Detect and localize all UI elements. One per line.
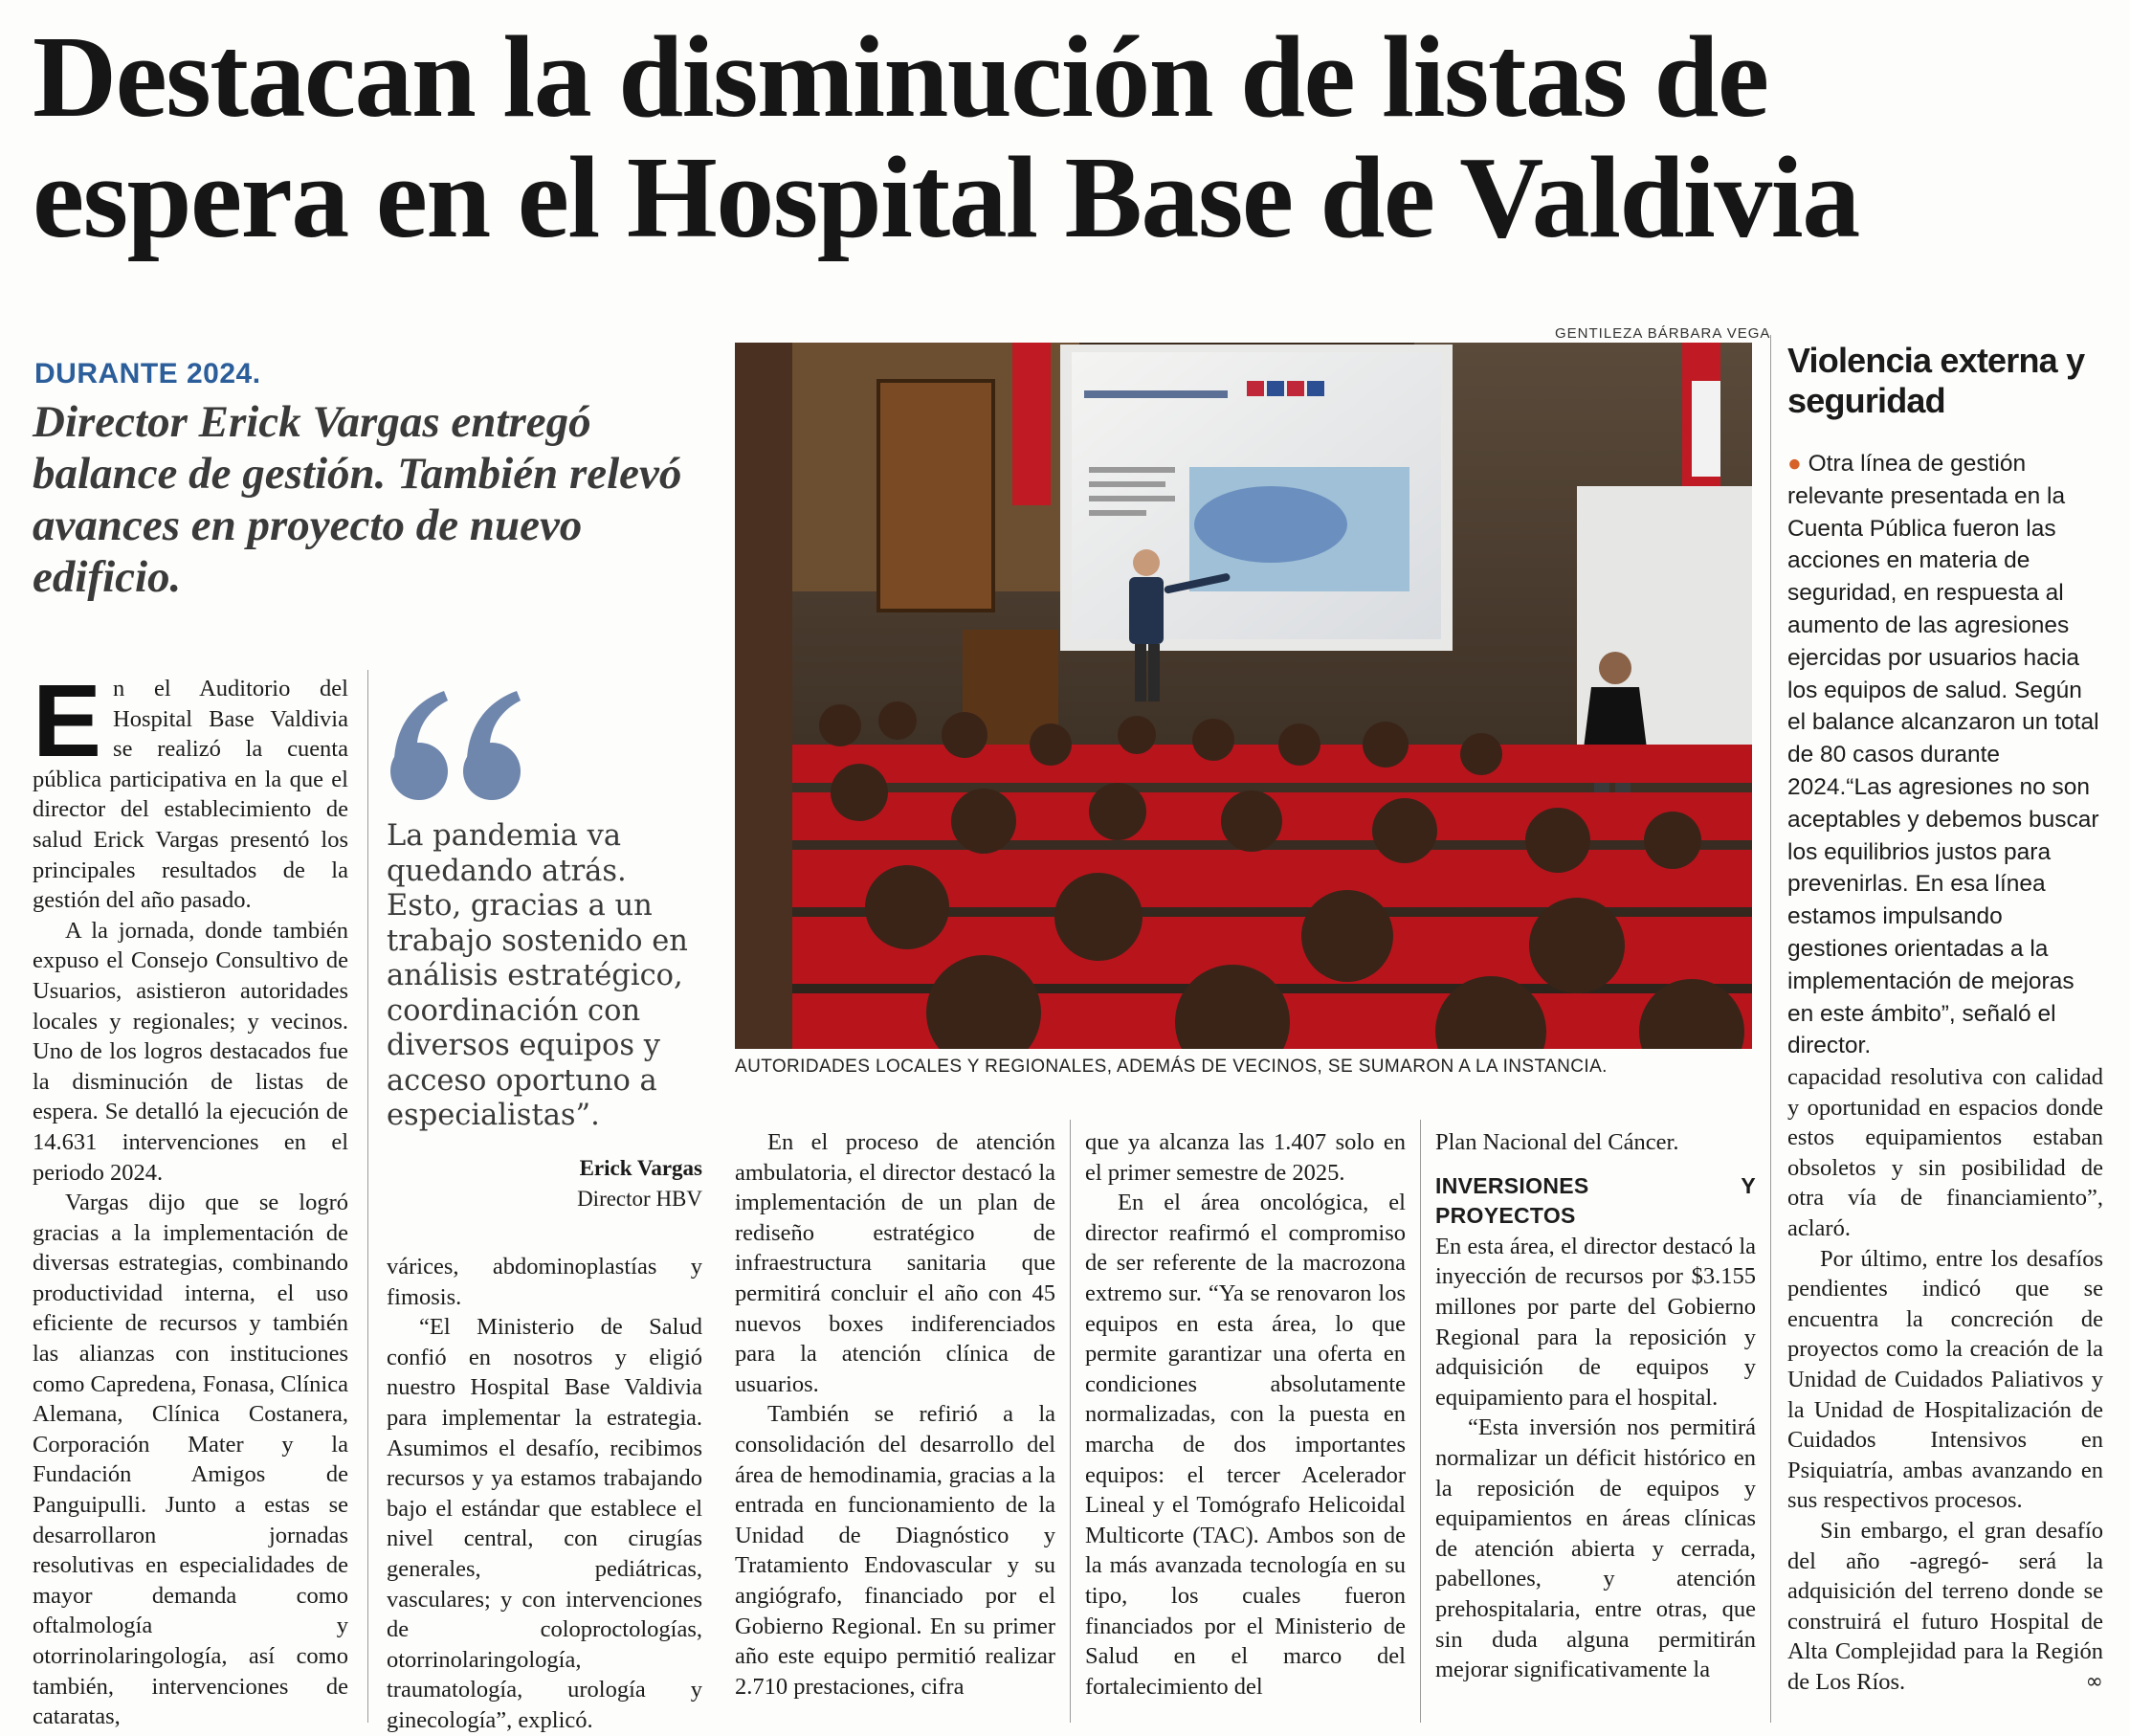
pull-quote: La pandemia va quedando atrás. Esto, gracias a un trabajo sostenido en análisis estratégico, coordinación con diversos equipos y acceso oportuno a especialistas”.: [387, 819, 688, 1132]
column-rule: [1420, 1120, 1421, 1723]
col3-paragraph-2: También se refirió a la consolidación del desarrollo del área de hemodinamia, gracias a la entrada en funcionamiento de la Unidad de Diagnóstico y Tratamiento Endovascular y su angiógrafo, financiado por el Gobierno Regional. En su primer año este equipo permitió realizar 2.710 prestaciones, cifra: [735, 1401, 1055, 1700]
sidebar-title: Violencia externa y seguridad: [1787, 341, 2085, 420]
col6-paragraph-2: Por último, entre los desafíos pendientes indicó que se encuentra la concreción de proyectos como la creación de la Unidad de Cuidados Paliativos y la Unidad de Hospitalización de Cuidados Intensivos en Psiquiatría, ambas avanzando en sus respectivos procesos.: [1787, 1245, 2103, 1514]
headline-line-1: Destacan la disminución de listas de: [33, 12, 1768, 142]
headline: [33, 12, 2090, 262]
column-rule: [367, 670, 368, 1723]
column-3: [735, 1127, 1055, 1702]
col1-paragraph-3: Vargas dijo que se logró gracias a la implementación de diversas estrategias, combinando productividad interna, el uso eficiente de recursos y también las alianzas con instituciones como Capredena, Fonasa, Clínica Alemana, Clínica Costanera, Corporación Mater y la Fundación Amigos de Panguipulli. Junto a estas se desarrollaron jornadas resolutivas en especialidades de mayor demanda como oftalmología y otorrinolaringología, así como también, intervenciones de cataratas,: [33, 1190, 348, 1730]
col2-paragraph-1: várices, abdominoplastías y fimosis.: [387, 1254, 702, 1310]
deck: Director Erick Vargas entregó balance de gestión. También relevó avances en proyecto de nuevo edificio.: [33, 397, 682, 602]
photo-caption: AUTORIDADES LOCALES Y REGIONALES, ADEMÁS DE VECINOS, SE SUMARON A LA INSTANCIA.: [735, 1057, 1608, 1077]
quote-author-role: Director HBV: [577, 1187, 702, 1211]
col5-paragraph-2: En esta área, el director destacó la inyección de recursos por $3.155 millones por parte del Gobierno Regional para la reposición y adquisición de equipos y equipamiento para el hospital.: [1435, 1233, 1756, 1411]
column-6: [1787, 1062, 2103, 1697]
quote-author: Erick Vargas: [579, 1156, 702, 1180]
sidebar-text: [1787, 448, 2103, 1062]
col5-paragraph-1: Plan Nacional del Cáncer.: [1435, 1129, 1679, 1155]
col4-paragraph-2: En el área oncológica, el director reafirmó el compromiso de ser referente de la macrozona extremo sur. “Ya se renovaron los equipos en esta área, lo que permite garantizar una oferta en condiciones absolutamente normalizadas, con la puesta en marcha de dos importantes equipos: el tercer Acelerador Lineal y el Tomógrafo Helicoidal Multicorte (TAC). Ambos son de la más avanzada tecnología en su tipo, los cuales fueron financiados por el Ministerio de Salud en el marco del fortalecimiento del: [1085, 1190, 1406, 1700]
col5-paragraph-3: “Esta inversión nos permitirá normalizar un déficit histórico en la reposición de equipos y equipamientos en áreas clínicas de atención abierta y cerrada, pabellones, y atención prehospitalaria, entre otras, que sin duda alguna permitirán mejorar significativamente la: [1435, 1414, 1756, 1683]
col1-paragraph-1: n el Auditorio del Hospital Base Valdivia se realizó la cuenta pública participativa en la que el director del establecimiento de salud Erick Vargas presentó los principales resultados de la gestión del año pasado.: [33, 676, 348, 914]
column-rule: [1770, 335, 1771, 1723]
col6-paragraph-3: [1787, 1516, 2103, 1698]
bullet-icon: ●: [1787, 451, 1802, 477]
col3-paragraph-1: En el proceso de atención ambulatoria, el director destacó la implementación de un plan de rediseño estratégico de infraestructura sanitaria que permitirá concluir el año con 45 nuevos boxes indiferenciados para la atención clínica de usuarios.: [735, 1129, 1055, 1397]
photo-credit: GENTILEZA BÁRBARA VEGA: [1555, 325, 1771, 342]
column-5: [1435, 1127, 1756, 1685]
quote-mark-icon: [387, 683, 530, 808]
sidebar-body: Otra línea de gestión relevante presentada en la Cuenta Pública fueron las acciones en materia de seguridad, en respuesta al aumento de las agresiones ejercidas por usuarios hacia los equipos de salud. Según el balance alcanzaron un total de 80 casos durante 2024.“Las agresiones no son aceptables y debemos buscar los equilibrios justos para prevenirlas. En esa línea estamos impulsando gestiones orientadas a la implementación de mejoras en este ámbito”, señaló el director.: [1787, 451, 2099, 1059]
col2-paragraph-2: “El Ministerio de Salud confió en nosotros y eligió nuestro Hospital Base Valdivia para implementar la estrategia. Asumimos el desafío, recibimos recursos y ya estamos trabajando bajo el estándar que establece el nivel central, con cirugías generales, pediátricas, vasculares; y con intervenciones de coloproctologías, otorrinolaringología, traumatología, urología y ginecología”, explicó.: [387, 1314, 702, 1733]
auditorium-photo: [735, 343, 1752, 1049]
headline-line-2: espera en el Hospital Base de Valdivia: [33, 133, 1859, 262]
col6-paragraph-1: capacidad resolutiva con calidad y oportunidad en espacios donde estos equipamientos estaban obsoletos y sin posibilidad de otra vía de financiamiento”, aclaró.: [1787, 1064, 2103, 1241]
col4-paragraph-1: que ya alcanza las 1.407 solo en el primer semestre de 2025.: [1085, 1129, 1406, 1186]
column-4: [1085, 1127, 1406, 1702]
col6-paragraph-3-text: Sin embargo, el gran desafío del año -agregó- será la adquisición del terreno donde se construirá el futuro Hospital de Alta Complejidad para la Región de Los Ríos.: [1787, 1517, 2103, 1695]
column-1: [33, 662, 348, 1732]
dropcap: E: [33, 662, 102, 778]
column-rule: [1070, 1120, 1071, 1723]
kicker: DURANTE 2024.: [34, 358, 261, 389]
column-2: [387, 1252, 702, 1736]
section-subhead: INVERSIONES Y PROYECTOS: [1435, 1172, 1756, 1229]
end-mark-icon: ∞: [2085, 1669, 2103, 1694]
col1-paragraph-2: A la jornada, donde también expuso el Consejo Consultivo de Usuarios, asistieron autoridades locales y regionales; y vecinos. Uno de los logros destacados fue la disminución de listas de espera. Se detalló la ejecución de 14.631 intervenciones en el periodo 2024.: [33, 917, 348, 1186]
